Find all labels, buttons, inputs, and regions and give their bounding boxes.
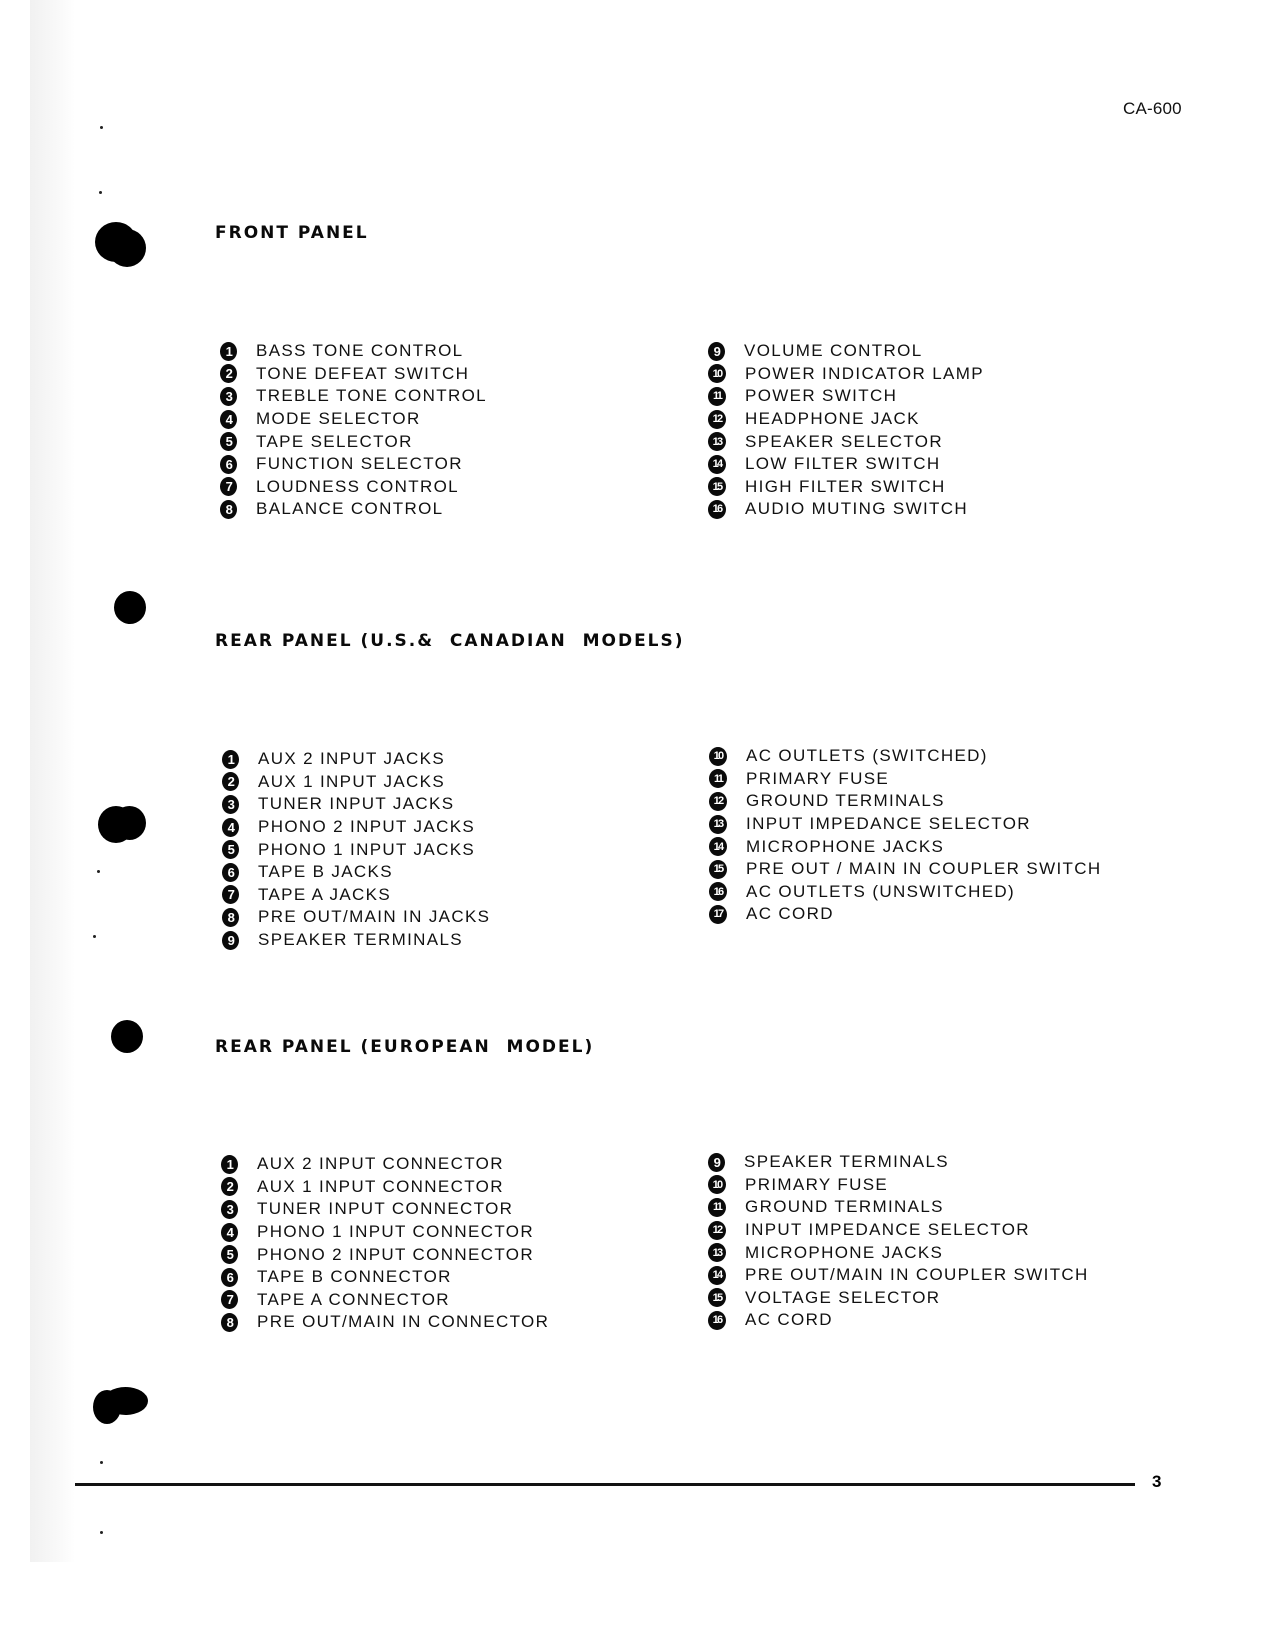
list-item: 9 VOLUME CONTROL: [708, 340, 984, 363]
number-badge-icon: 5: [220, 432, 237, 451]
list-item: 15 PRE OUT / MAIN IN COUPLER SWITCH: [709, 858, 1102, 881]
number-badge-icon: 11: [708, 1198, 726, 1217]
list-item: 10 POWER INDICATOR LAMP: [708, 363, 984, 386]
number-badge-icon: 11: [708, 387, 726, 406]
list-item: 8 PRE OUT/MAIN IN CONNECTOR: [221, 1311, 549, 1334]
list-item: 3 TREBLE TONE CONTROL: [220, 385, 487, 408]
list-item: 12 INPUT IMPEDANCE SELECTOR: [708, 1219, 1089, 1242]
number-badge-icon: 3: [221, 1200, 238, 1219]
number-badge-icon: 13: [708, 432, 726, 451]
number-badge-icon: 1: [222, 750, 239, 769]
list-item: 15 VOLTAGE SELECTOR: [708, 1287, 1089, 1310]
scan-speck: [97, 870, 100, 873]
list-item: 16 AC CORD: [708, 1309, 1089, 1332]
number-badge-icon: 3: [220, 387, 237, 406]
list-item: 13 INPUT IMPEDANCE SELECTOR: [709, 813, 1102, 836]
scan-speck: [93, 935, 96, 938]
number-badge-icon: 4: [222, 818, 239, 837]
scan-speck: [100, 1531, 103, 1534]
list-item: 2 TONE DEFEAT SWITCH: [220, 363, 487, 386]
number-badge-icon: 13: [708, 1243, 726, 1262]
number-badge-icon: 12: [708, 1221, 726, 1240]
list-item: 13 SPEAKER SELECTOR: [708, 430, 984, 453]
number-badge-icon: 16: [709, 882, 727, 901]
number-badge-icon: 6: [222, 863, 239, 882]
list-item: 10 AC OUTLETS (SWITCHED): [709, 745, 1102, 768]
list-item: 9 SPEAKER TERMINALS: [222, 929, 490, 952]
list-item: 12 HEADPHONE JACK: [708, 408, 984, 431]
list-item: 7 TAPE A CONNECTOR: [221, 1289, 549, 1312]
number-badge-icon: 6: [220, 455, 237, 474]
binder-hole-icon: [114, 591, 146, 624]
list-item: 13 MICROPHONE JACKS: [708, 1241, 1089, 1264]
number-badge-icon: 15: [708, 477, 726, 496]
list-item: 15 HIGH FILTER SWITCH: [708, 476, 984, 499]
list-item: 11 POWER SWITCH: [708, 385, 984, 408]
model-code: CA-600: [1123, 99, 1182, 118]
section-heading-rear-panel-us-canadian: REAR PANEL (U.S.& CANADIAN MODELS): [215, 631, 685, 651]
list-item: 1 AUX 2 INPUT JACKS: [222, 748, 490, 771]
number-badge-icon: 3: [222, 795, 239, 814]
list-item: 5 PHONO 2 INPUT CONNECTOR: [221, 1243, 549, 1266]
list-item: 14 PRE OUT/MAIN IN COUPLER SWITCH: [708, 1264, 1089, 1287]
number-badge-icon: 9: [222, 931, 239, 950]
list-item: 17 AC CORD: [709, 903, 1102, 926]
list-item: 3 TUNER INPUT JACKS: [222, 793, 490, 816]
number-badge-icon: 4: [220, 410, 237, 429]
list-item: 16 AC OUTLETS (UNSWITCHED): [709, 881, 1102, 904]
list-item: 3 TUNER INPUT CONNECTOR: [221, 1198, 549, 1221]
list-item: 16 AUDIO MUTING SWITCH: [708, 498, 984, 521]
number-badge-icon: 7: [222, 885, 239, 904]
number-badge-icon: 8: [220, 500, 237, 519]
list-item: 14 MICROPHONE JACKS: [709, 835, 1102, 858]
list-item: 9 SPEAKER TERMINALS: [708, 1151, 1089, 1174]
list-item: 8 PRE OUT/MAIN IN JACKS: [222, 906, 490, 929]
binder-hole-icon: [111, 1020, 143, 1053]
list-item: 5 PHONO 1 INPUT JACKS: [222, 838, 490, 861]
scan-speck: [100, 126, 103, 129]
page-number: 3: [1152, 1472, 1162, 1491]
number-badge-icon: 2: [221, 1177, 238, 1196]
list-item: 4 PHONO 1 INPUT CONNECTOR: [221, 1221, 549, 1244]
number-badge-icon: 7: [221, 1290, 238, 1309]
number-badge-icon: 4: [221, 1223, 238, 1242]
section-heading-front-panel: FRONT PANEL: [215, 223, 369, 243]
list-item: 6 TAPE B JACKS: [222, 861, 490, 884]
list-item: 7 LOUDNESS CONTROL: [220, 476, 487, 499]
number-badge-icon: 5: [221, 1245, 238, 1264]
list-item: 6 TAPE B CONNECTOR: [221, 1266, 549, 1289]
rear-panel-eu-list-right: [708, 1151, 1089, 1332]
list-item: 4 MODE SELECTOR: [220, 408, 487, 431]
number-badge-icon: 9: [708, 1153, 725, 1172]
number-badge-icon: 8: [222, 908, 239, 927]
number-badge-icon: 10: [708, 364, 726, 383]
footer-divider: [75, 1483, 1135, 1486]
list-item: 6 FUNCTION SELECTOR: [220, 453, 487, 476]
number-badge-icon: 15: [708, 1288, 726, 1307]
list-item: 14 LOW FILTER SWITCH: [708, 453, 984, 476]
binder-hole-icon: [103, 1387, 148, 1415]
front-panel-list-right: [708, 340, 984, 521]
number-badge-icon: 14: [709, 837, 727, 856]
number-badge-icon: 9: [708, 342, 725, 361]
number-badge-icon: 1: [220, 342, 237, 361]
rear-panel-eu-list-left: [221, 1153, 549, 1334]
number-badge-icon: 8: [221, 1313, 238, 1332]
binder-hole-icon: [113, 806, 146, 840]
number-badge-icon: 12: [708, 410, 726, 429]
binder-hole-icon: [108, 229, 146, 267]
list-item: 7 TAPE A JACKS: [222, 884, 490, 907]
list-item: 11 GROUND TERMINALS: [708, 1196, 1089, 1219]
scan-edge-shadow: [30, 0, 75, 1562]
number-badge-icon: 13: [709, 815, 727, 834]
number-badge-icon: 14: [708, 455, 726, 474]
number-badge-icon: 16: [708, 1311, 726, 1330]
list-item: 8 BALANCE CONTROL: [220, 498, 487, 521]
list-item: 1 BASS TONE CONTROL: [220, 340, 487, 363]
list-item: 2 AUX 1 INPUT JACKS: [222, 771, 490, 794]
list-item: 5 TAPE SELECTOR: [220, 430, 487, 453]
number-badge-icon: 12: [709, 792, 727, 811]
number-badge-icon: 14: [708, 1266, 726, 1285]
number-badge-icon: 11: [709, 769, 727, 788]
number-badge-icon: 10: [708, 1175, 726, 1194]
list-item: 10 PRIMARY FUSE: [708, 1174, 1089, 1197]
rear-panel-us-list-left: [222, 748, 490, 951]
list-item: 1 AUX 2 INPUT CONNECTOR: [221, 1153, 549, 1176]
rear-panel-us-list-right: [709, 745, 1102, 926]
number-badge-icon: 15: [709, 860, 727, 879]
list-item: 12 GROUND TERMINALS: [709, 790, 1102, 813]
list-item: 11 PRIMARY FUSE: [709, 768, 1102, 791]
list-item: 4 PHONO 2 INPUT JACKS: [222, 816, 490, 839]
number-badge-icon: 6: [221, 1268, 238, 1287]
number-badge-icon: 5: [222, 840, 239, 859]
number-badge-icon: 2: [222, 772, 239, 791]
section-heading-rear-panel-european: REAR PANEL (EUROPEAN MODEL): [215, 1037, 595, 1057]
number-badge-icon: 10: [709, 747, 727, 766]
number-badge-icon: 17: [709, 905, 727, 924]
scan-speck: [99, 191, 102, 194]
front-panel-list-left: [220, 340, 487, 521]
number-badge-icon: 2: [220, 364, 237, 383]
scan-speck: [100, 1461, 103, 1464]
number-badge-icon: 1: [221, 1155, 238, 1174]
list-item: 2 AUX 1 INPUT CONNECTOR: [221, 1176, 549, 1199]
number-badge-icon: 7: [220, 477, 237, 496]
number-badge-icon: 16: [708, 500, 726, 519]
